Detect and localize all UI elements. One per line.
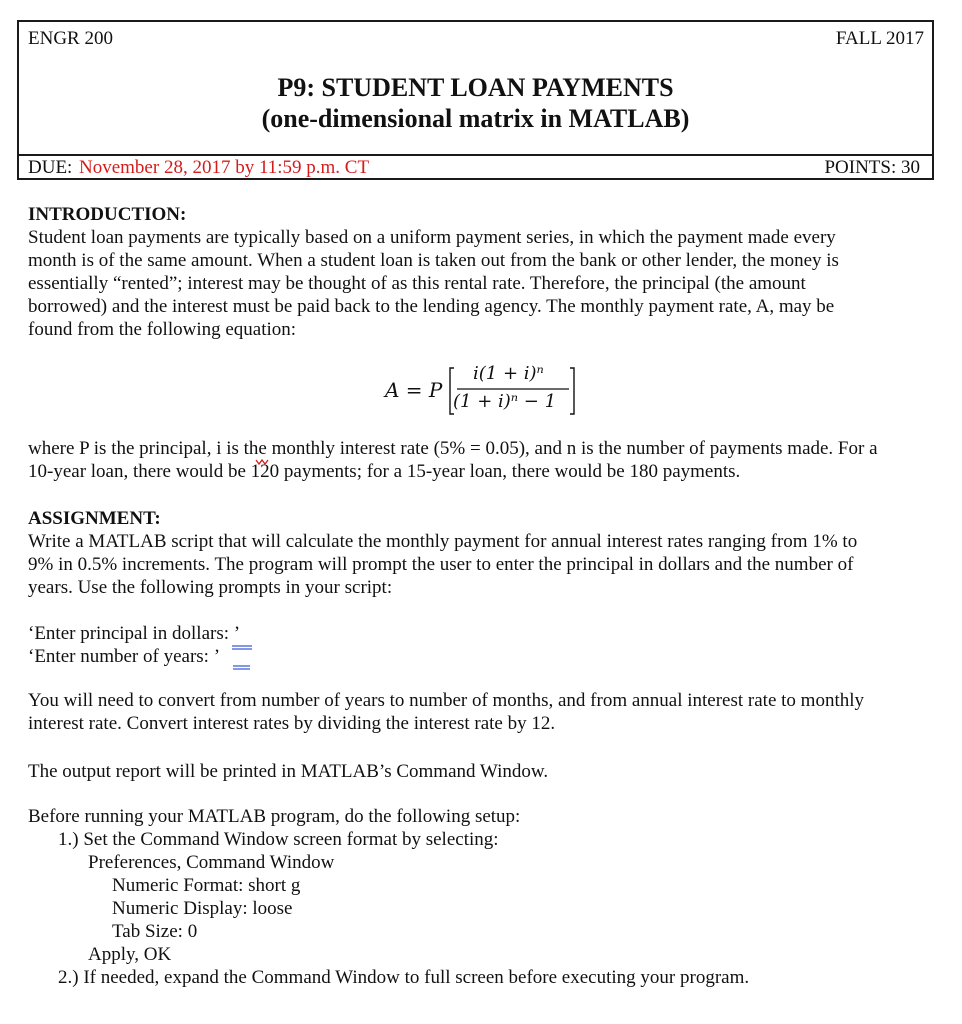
- assignment-line: years. Use the following prompts in your script:: [28, 577, 393, 598]
- intro-line: found from the following equation:: [28, 319, 297, 340]
- header-divider: [19, 154, 932, 156]
- where-line: 10-year loan, there would be 120 payments; for a 15-year loan, there would be 180 payments.: [28, 461, 741, 482]
- prompt-years: ‘Enter number of years: ’: [28, 646, 221, 667]
- spellcheck-squiggle-icon: [255, 458, 269, 466]
- output-line: The output report will be printed in MATLAB’s Command Window.: [28, 761, 549, 782]
- assignment-section: [28, 507, 928, 599]
- course-code: ENGR 200: [28, 28, 113, 49]
- intro-line: essentially “rented”; interest may be thought of as this rental rate. Therefore, the principal (the amount: [28, 273, 806, 294]
- introduction-heading: INTRODUCTION:: [28, 204, 187, 225]
- grammar-mark-icon: [231, 643, 253, 671]
- intro-line: borrowed) and the interest must be paid back to the lending agency. The monthly payment rate, A, may be: [28, 296, 835, 317]
- intro-line: Student loan payments are typically based on a uniform payment series, in which the payment made every: [28, 227, 836, 248]
- points: POINTS: 30: [824, 157, 920, 178]
- setup-section: [28, 805, 928, 989]
- setup-step-2: 2.) If needed, expand the Command Window to full screen before executing your program.: [58, 967, 750, 988]
- output-section: [28, 760, 928, 783]
- setup-step-1: 1.) Set the Command Window screen format by selecting:: [58, 829, 499, 850]
- setup-path: Preferences, Command Window: [88, 852, 335, 873]
- equation-denominator: (1 + i)ⁿ − 1: [453, 391, 557, 412]
- assignment-heading: ASSIGNMENT:: [28, 508, 161, 529]
- title-line-2: (one-dimensional matrix in MATLAB): [261, 104, 690, 133]
- setup-tab-size: Tab Size: 0: [112, 921, 198, 942]
- term: FALL 2017: [835, 28, 924, 49]
- due-label: DUE:: [28, 157, 73, 178]
- intro-line: month is of the same amount. When a student loan is taken out from the bank or other lender, the money is: [28, 250, 839, 271]
- due-date: November 28, 2017 by 11:59 p.m. CT: [79, 157, 370, 178]
- equation-lhs: A = P: [385, 378, 443, 402]
- setup-intro: Before running your MATLAB program, do the following setup:: [28, 806, 521, 827]
- convert-line: interest rate. Convert interest rates by dividing the interest rate by 12.: [28, 713, 556, 734]
- title-line-1: P9: STUDENT LOAN PAYMENTS: [277, 73, 674, 102]
- equation-numerator: i(1 + i)ⁿ: [473, 363, 544, 384]
- prompt-list: [28, 622, 928, 668]
- convert-line: You will need to convert from number of years to number of months, and from annual interest rate to monthly: [28, 690, 864, 711]
- where-line: where P is the principal, i is the monthly interest rate (5% = 0.05), and n is the number of payments made. For a: [28, 438, 878, 459]
- setup-apply: Apply, OK: [88, 944, 172, 965]
- prompt-principal: ‘Enter principal in dollars: ’: [28, 623, 241, 644]
- setup-numeric-display: Numeric Display: loose: [112, 898, 293, 919]
- where-section: [28, 437, 928, 483]
- payment-equation: [385, 358, 595, 418]
- header-box: [17, 20, 934, 180]
- assignment-line: 9% in 0.5% increments. The program will prompt the user to enter the principal in dollars and the number of: [28, 554, 854, 575]
- convert-section: [28, 689, 928, 735]
- introduction-section: [28, 203, 928, 341]
- setup-numeric-format: Numeric Format: short g: [112, 875, 301, 896]
- page-title: [19, 72, 932, 134]
- assignment-line: Write a MATLAB script that will calculate the monthly payment for annual interest rates ranging from 1% to: [28, 531, 858, 552]
